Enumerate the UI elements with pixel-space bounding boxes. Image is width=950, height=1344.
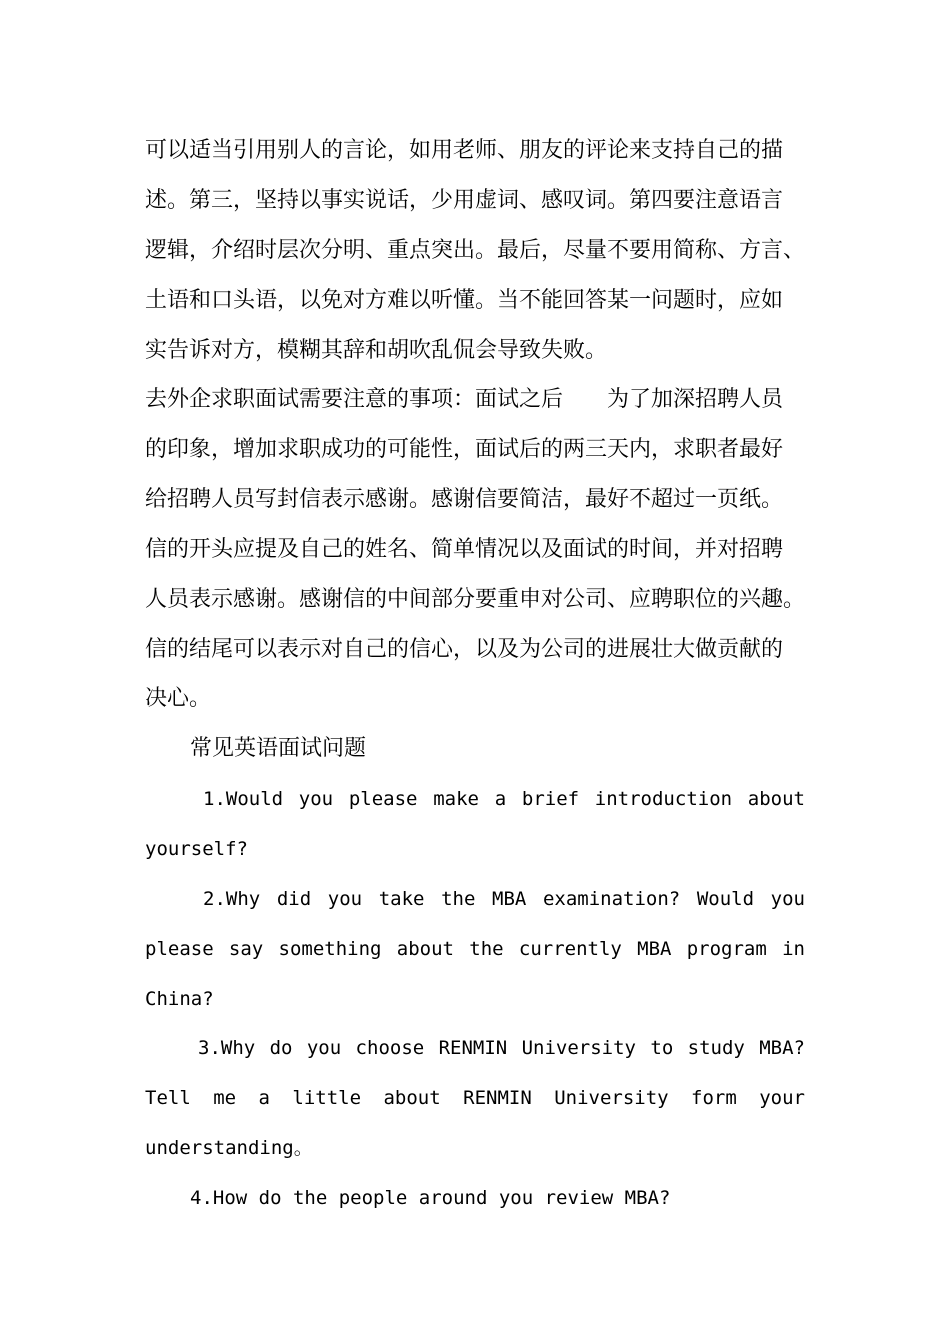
question-line: 1.Would you please make a brief introduction about <box>203 788 805 810</box>
question-line: 2.Why did you take the MBA examination? Would you <box>203 888 805 910</box>
question-line: understanding。 <box>145 1137 313 1159</box>
question-line: please say something about the currently MBA program in <box>145 938 805 960</box>
paragraph-line: 逻辑，介绍时层次分明、重点突出。最后，尽量不要用简称、方言、 <box>145 238 806 263</box>
paragraph-line: 实告诉对方，模糊其辞和胡吹乱侃会导致失败。 <box>145 338 608 363</box>
question-line: 4.How do the people around you review MBA? <box>190 1187 671 1209</box>
question-line: China? <box>145 988 214 1010</box>
question-line: yourself? <box>145 838 248 860</box>
paragraph-line: 信的结尾可以表示对自己的信心，以及为公司的进展壮大做贡献的 <box>145 637 784 662</box>
paragraph-line: 人员表示感谢。感谢信的中间部分要重申对公司、应聘职位的兴趣。 <box>145 587 806 612</box>
paragraph-line: 述。第三，坚持以事实说话，少用虚词、感叹词。第四要注意语言 <box>145 188 784 213</box>
question-line: Tell me a little about RENMIN University form your <box>145 1087 805 1109</box>
paragraph-line: 可以适当引用别人的言论，如用老师、朋友的评论来支持自己的描 <box>145 138 784 163</box>
section-heading: 常见英语面试问题 <box>190 736 367 761</box>
paragraph-line: 去外企求职面试需要注意的事项：面试之后 为了加深招聘人员 <box>145 387 784 412</box>
paragraph-line: 信的开头应提及自己的姓名、简单情况以及面试的时间，并对招聘 <box>145 537 784 562</box>
paragraph-line: 土语和口头语，以免对方难以听懂。当不能回答某一问题时，应如 <box>145 288 784 313</box>
paragraph-line: 给招聘人员写封信表示感谢。感谢信要简洁，最好不超过一页纸。 <box>145 487 784 512</box>
question-line: 3.Why do you choose RENMIN University to study MBA? <box>198 1037 805 1059</box>
paragraph-line: 决心。 <box>145 686 212 711</box>
paragraph-line: 的印象，增加求职成功的可能性，面试后的两三天内，求职者最好 <box>145 437 784 462</box>
